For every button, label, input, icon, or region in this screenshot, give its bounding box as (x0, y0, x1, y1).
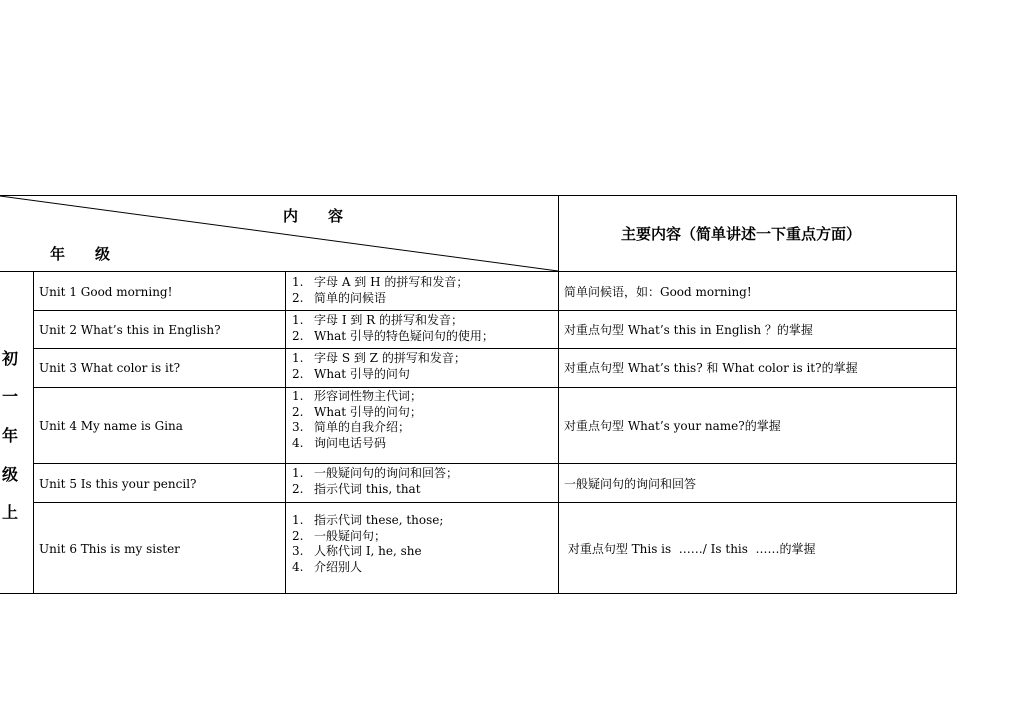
list-item: 1. 字母 S 到 Z 的拼写和发音； (292, 351, 466, 365)
unit-title: Unit 6 This is my sister (39, 542, 180, 556)
summary-text: 对重点句型 What’s this? 和 What color is it?的掌握 (564, 361, 858, 375)
content-list (292, 313, 494, 344)
list-item: 1. 指示代词 these, those; (292, 513, 444, 527)
grade-char: 上 (1, 503, 18, 522)
list-item: 4. 询问电话号码 (292, 435, 387, 450)
list-item: 3. 人称代词 I, he, she (292, 544, 422, 558)
list-item: 2. 一般疑问句； (292, 528, 387, 543)
list-item: 1. 形容词性物主代词； (292, 389, 423, 403)
header-content-label: 内 容 (283, 207, 344, 225)
list-item: 2. What 引导的问句 (292, 366, 410, 381)
summary-text: 简单问候语，如：Good morning! (564, 285, 752, 299)
unit-title: Unit 5 Is this your pencil? (39, 477, 197, 491)
summary-text: 对重点句型 This is ……/ Is this ……的掌握 (564, 542, 816, 556)
grade-char: 初 (1, 349, 18, 368)
summary-text: 一般疑问句的询问和回答 (564, 477, 697, 491)
summary-text: 对重点句型 What’s this in English ？的掌握 (564, 323, 813, 337)
grade-char: 级 (1, 465, 18, 484)
curriculum-table (0, 195, 957, 594)
list-item: 2. What 引导的特色疑问句的使用； (292, 328, 494, 343)
list-item: 2. 指示代词 this, that (292, 481, 421, 496)
content-list (292, 389, 422, 451)
list-item: 3. 简单的自我介绍； (292, 420, 411, 434)
content-list (292, 351, 466, 382)
list-item: 1. 字母 A 到 H 的拼写和发音； (292, 275, 469, 289)
content-list (292, 513, 443, 575)
list-item: 1. 一般疑问句的询问和回答； (292, 466, 459, 480)
unit-title: Unit 4 My name is Gina (39, 419, 183, 433)
list-item: 4. 介绍别人 (292, 559, 363, 574)
unit-title: Unit 2 What’s this in English? (39, 323, 221, 337)
unit-title: Unit 3 What color is it? (39, 361, 181, 375)
header-main-content-label: 主要内容（简单讲述一下重点方面） (621, 225, 862, 243)
grade-char: 年 (1, 426, 18, 445)
content-list (292, 275, 468, 306)
list-item: 2. 简单的问候语 (292, 290, 387, 305)
summary-text: 对重点句型 What’s your name?的掌握 (564, 419, 781, 433)
header-grade-label: 年 级 (50, 245, 111, 263)
table-grid (0, 195, 957, 594)
list-item: 1. 字母 I 到 R 的拼写和发音； (292, 313, 464, 327)
content-list (292, 466, 458, 497)
list-item: 2. What 引导的问句； (292, 404, 422, 419)
grade-char: 一 (1, 387, 18, 406)
unit-title: Unit 1 Good morning! (39, 285, 173, 299)
